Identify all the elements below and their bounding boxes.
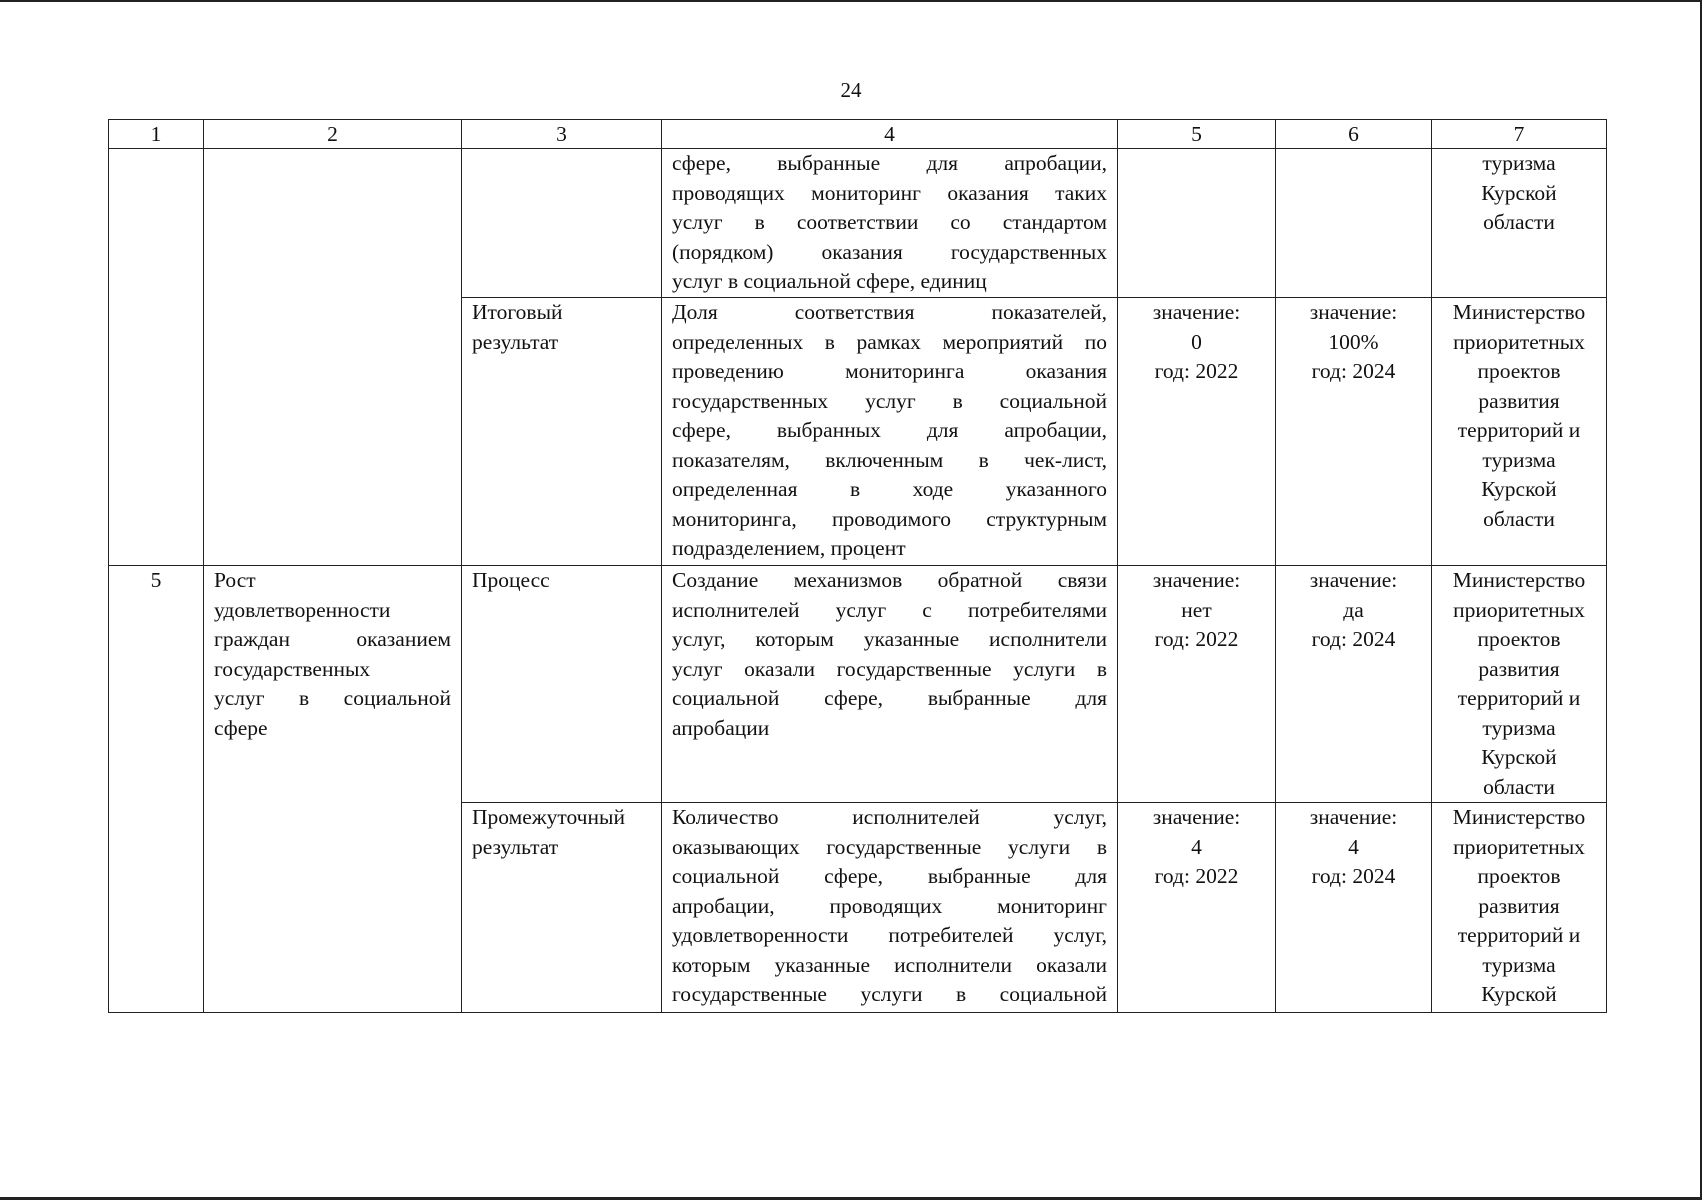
responsible-cell	[1432, 149, 1607, 298]
text-line: граждан оказанием	[214, 627, 451, 651]
text-line: оказывающих государственные услуги в	[672, 834, 1107, 859]
text-line: 4	[1348, 834, 1359, 859]
text-line: приоритетных	[1453, 329, 1585, 354]
text-line: услуг в социальной	[214, 686, 451, 710]
indicator-description-cell	[662, 149, 1118, 298]
text-line: Доля соответствия показателей,	[672, 300, 1107, 324]
text-line: Курской	[1481, 745, 1557, 769]
text-line: туризма	[1482, 952, 1556, 977]
text-line: Курской	[1481, 180, 1557, 205]
text-line: проведению мониторинга оказания	[672, 359, 1107, 383]
text-line: территорий и	[1457, 923, 1581, 947]
text-line: апробации	[672, 715, 770, 740]
text-line: значение:	[1152, 805, 1241, 829]
responsible-cell	[1432, 298, 1607, 566]
text-line: проводящих мониторинг оказания таких	[672, 180, 1107, 205]
text-line: апробации, проводящих мониторинг	[672, 893, 1107, 918]
text-line: которым указанные исполнители оказали	[672, 952, 1107, 977]
text-line: территорий и	[1457, 686, 1581, 710]
text-line: области	[1483, 210, 1555, 234]
text-line: определенных в рамках мероприятий по	[672, 329, 1107, 354]
text-line: год: 2022	[1154, 359, 1239, 383]
indicators-table	[108, 119, 1607, 1013]
page-number: 24	[840, 78, 862, 102]
table-row	[109, 149, 1607, 298]
text-line: показателям, включенным в чек-лист,	[672, 447, 1107, 472]
text-line: развития	[1478, 893, 1560, 918]
text-line: подразделением, процент	[672, 536, 906, 560]
text-line: сфере, выбранные для апробации,	[672, 151, 1107, 175]
result-type-cell	[462, 566, 662, 803]
text-line: (порядком) оказания государственных	[672, 239, 1107, 264]
text-line: Министерство	[1452, 805, 1586, 829]
text-line: сфере, выбранных для апробации,	[672, 418, 1107, 442]
table-row	[109, 566, 1607, 803]
column-header-5: 5	[1118, 120, 1276, 149]
target-value-cell	[1276, 566, 1432, 803]
result-type-cell	[462, 803, 662, 1013]
text-line: государственных услуг в социальной	[672, 388, 1107, 413]
text-line: значение:	[1309, 805, 1398, 829]
text-line: значение:	[1309, 300, 1398, 324]
text-line: год: 2022	[1154, 627, 1239, 651]
text-line: приоритетных	[1453, 597, 1585, 622]
text-line: области	[1483, 506, 1555, 531]
text-line: Итоговый	[472, 300, 563, 324]
column-header-1: 1	[109, 120, 204, 149]
text-line: развития	[1478, 388, 1560, 413]
row-number-cell: 5	[109, 566, 204, 1013]
text-line: Курской	[1481, 982, 1557, 1006]
text-line: Количество исполнителей услуг,	[672, 805, 1107, 829]
text-line: мониторинга, проводимого структурным	[672, 506, 1107, 531]
text-line: сфере	[214, 715, 268, 740]
text-line: туризма	[1482, 715, 1556, 740]
text-line: государственные услуги в социальной	[672, 982, 1107, 1006]
text-line: 4	[1191, 834, 1202, 859]
text-line: исполнителей услуг с потребителями	[672, 597, 1107, 622]
text-line: Министерство	[1452, 300, 1586, 324]
result-type-cell	[462, 149, 662, 298]
text-line: результат	[472, 329, 559, 354]
text-line: проектов	[1477, 864, 1561, 888]
text-line: удовлетворенности потребителей услуг,	[672, 923, 1107, 947]
responsible-cell	[1432, 803, 1607, 1013]
text-line: туризма	[1482, 151, 1556, 175]
text-line: значение:	[1309, 568, 1398, 592]
text-line: приоритетных	[1453, 834, 1585, 859]
text-line: Рост	[214, 568, 256, 592]
indicator-description-cell	[662, 298, 1118, 566]
text-line: туризма	[1482, 447, 1556, 472]
text-line: Создание механизмов обратной связи	[672, 568, 1107, 592]
result-type-cell	[462, 298, 662, 566]
text-line: территорий и	[1457, 418, 1581, 442]
text-line: Промежуточный	[472, 805, 625, 829]
text-line: проектов	[1477, 359, 1561, 383]
text-line: развития	[1478, 656, 1560, 681]
text-line: результат	[472, 834, 559, 859]
text-line: области	[1483, 774, 1555, 799]
base-value-cell	[1118, 566, 1276, 803]
text-line: услуг в социальной сфере, единиц	[672, 269, 987, 293]
text-line: год: 2022	[1154, 864, 1239, 888]
text-line: социальной сфере, выбранные для	[672, 686, 1107, 710]
indicator-description-cell	[662, 803, 1118, 1013]
indicator-description-cell	[662, 566, 1118, 803]
task-name-cell	[204, 566, 462, 1013]
base-value-cell	[1118, 298, 1276, 566]
text-line: услуг в соответствии со стандартом	[672, 210, 1107, 234]
target-value-cell	[1276, 298, 1432, 566]
text-line: Курской	[1481, 477, 1557, 501]
text-line: год: 2024	[1311, 864, 1396, 888]
text-line: услуг оказали государственные услуги в	[672, 656, 1107, 681]
text-line: год: 2024	[1311, 627, 1396, 651]
column-header-4: 4	[662, 120, 1118, 149]
text-line: год: 2024	[1311, 359, 1396, 383]
text-line: определенная в ходе указанного	[672, 477, 1107, 501]
base-value-cell	[1118, 803, 1276, 1013]
text-line: государственных	[214, 656, 371, 681]
text-line: услуг, которым указанные исполнители	[672, 627, 1107, 651]
text-line: Процесс	[472, 568, 550, 592]
column-header-3: 3	[462, 120, 662, 149]
text-line: удовлетворенности	[214, 597, 391, 622]
text-line: социальной сфере, выбранные для	[672, 864, 1107, 888]
text-line: да	[1343, 597, 1364, 622]
text-line: Министерство	[1452, 568, 1586, 592]
task-name-cell	[204, 149, 462, 566]
scan-border-top	[0, 0, 1702, 2]
text-line: значение:	[1152, 300, 1241, 324]
column-header-7: 7	[1432, 120, 1607, 149]
row-number-cell	[109, 149, 204, 566]
responsible-cell	[1432, 566, 1607, 803]
text-line: 100%	[1328, 329, 1379, 354]
base-value-cell	[1118, 149, 1276, 298]
text-line: нет	[1181, 597, 1212, 622]
column-number-row	[109, 120, 1607, 149]
text-line: проектов	[1477, 627, 1561, 651]
target-value-cell	[1276, 803, 1432, 1013]
text-line: 0	[1191, 329, 1202, 354]
column-header-6: 6	[1276, 120, 1432, 149]
column-header-2: 2	[204, 120, 462, 149]
text-line: значение:	[1152, 568, 1241, 592]
target-value-cell	[1276, 149, 1432, 298]
